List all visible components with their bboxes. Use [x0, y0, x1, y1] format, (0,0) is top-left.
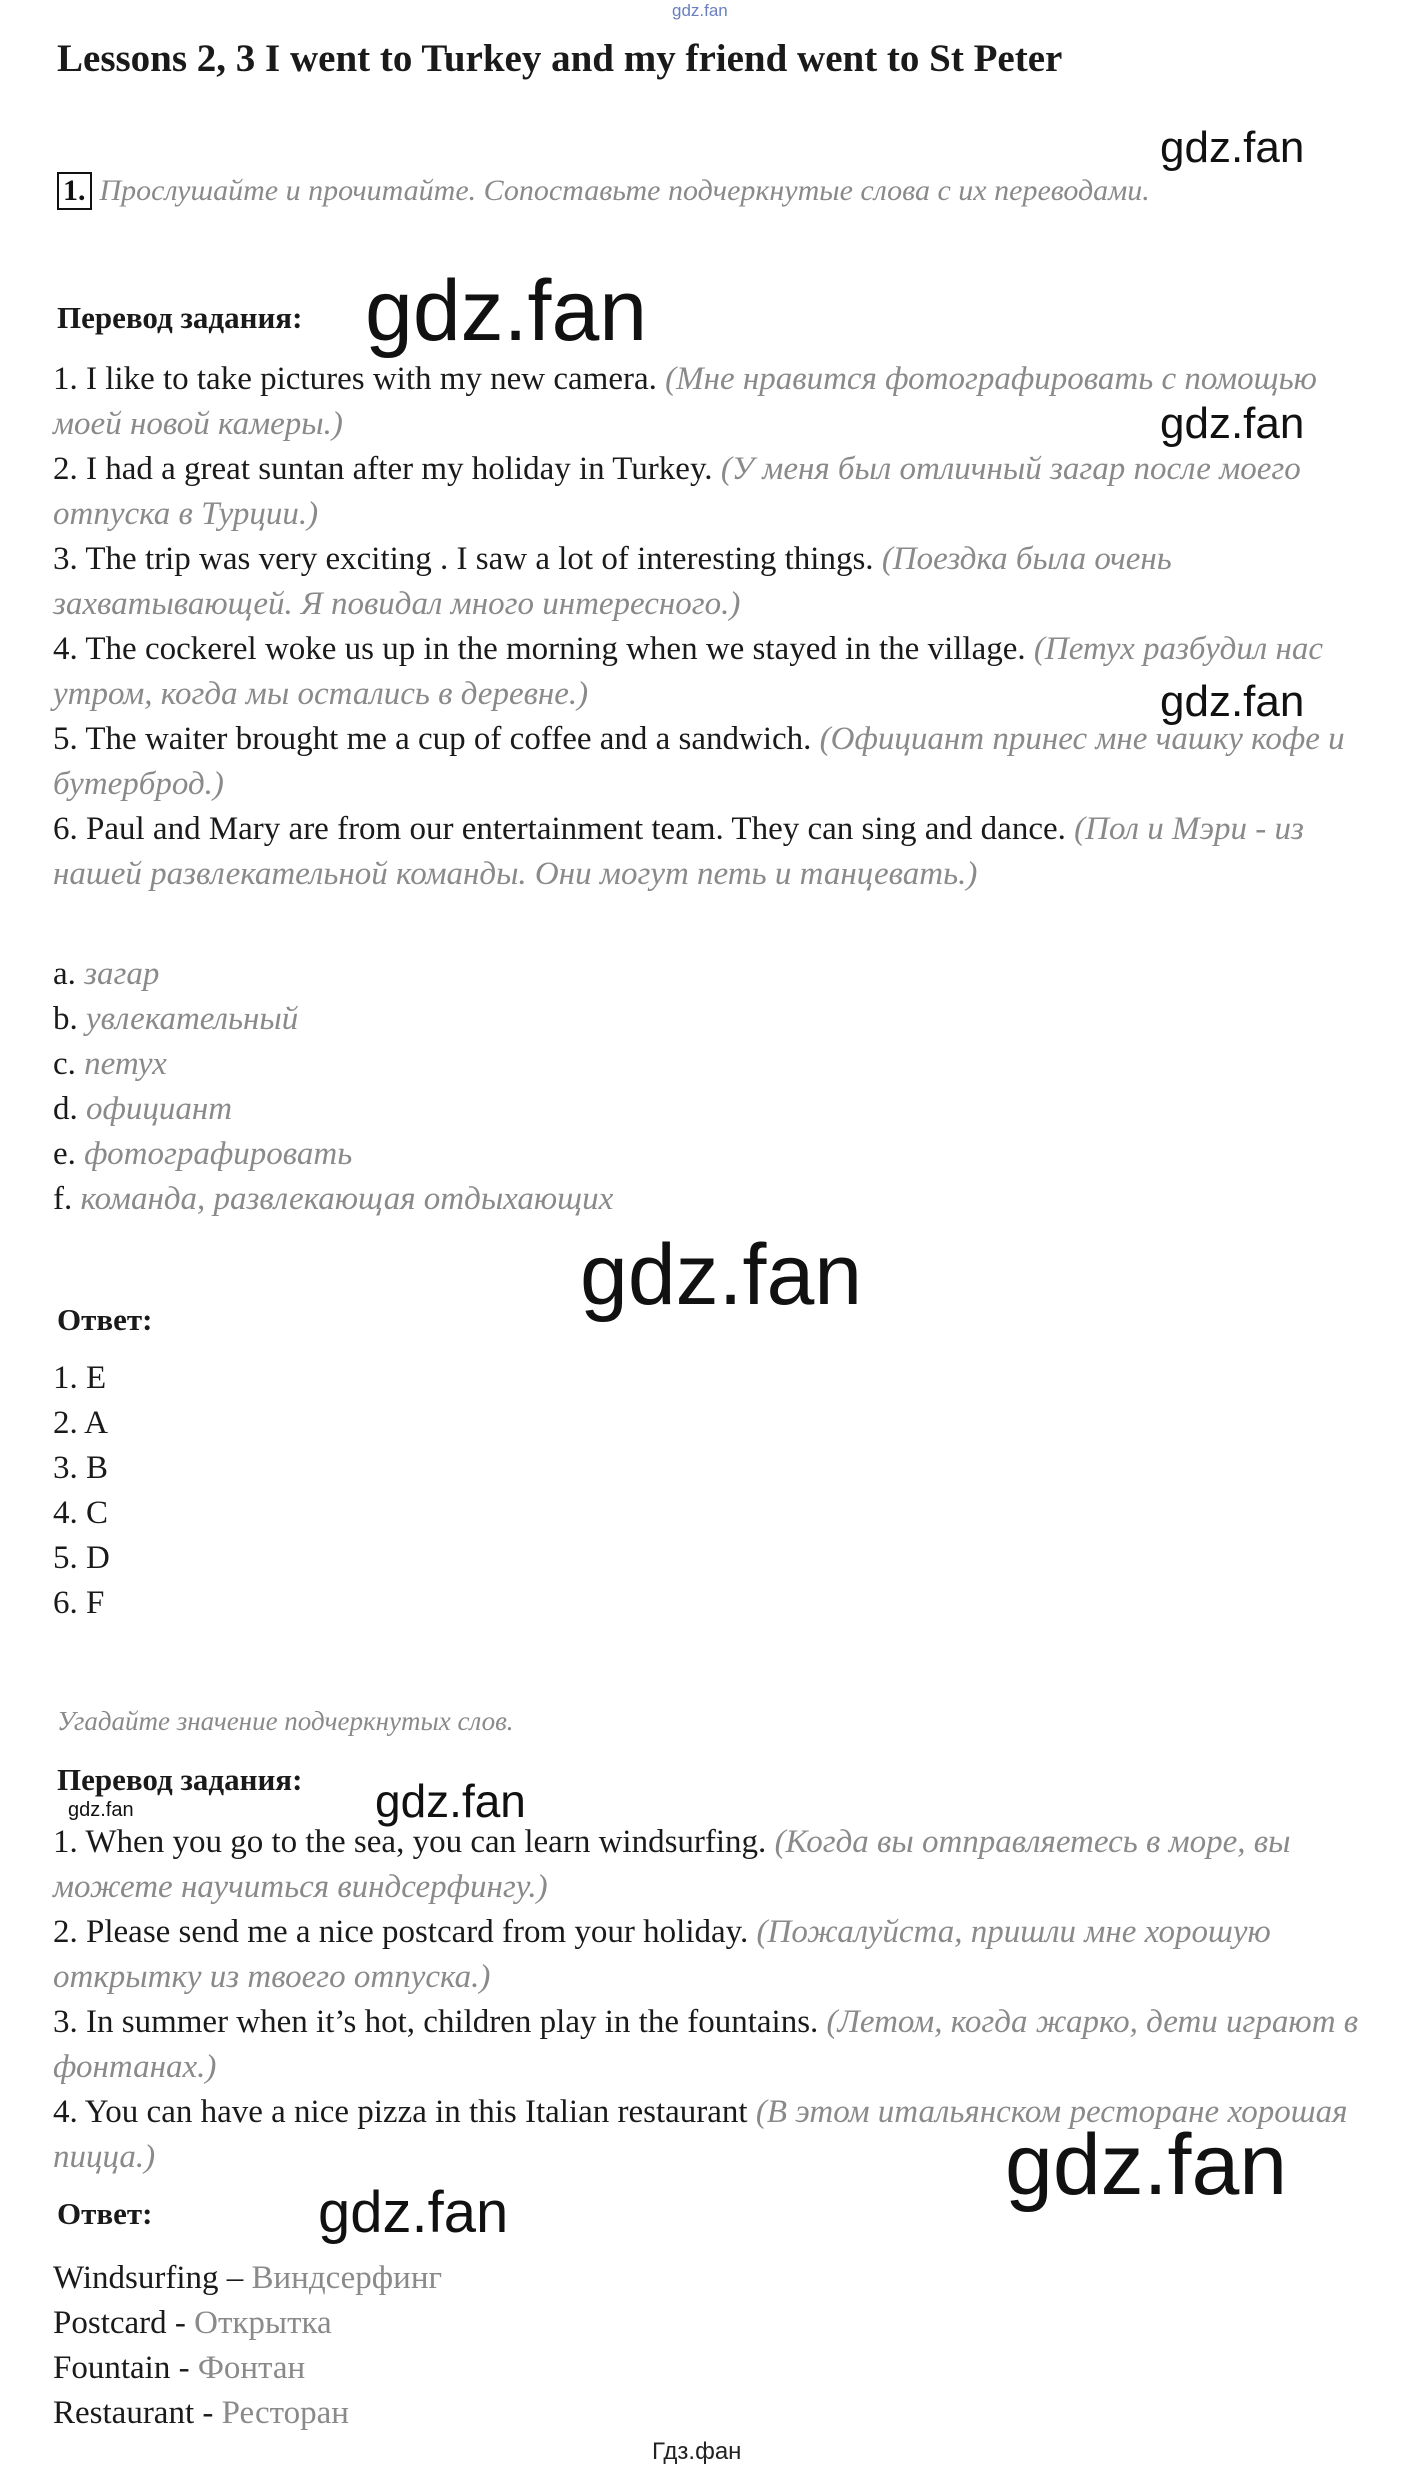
sentence: 1. When you go to the sea, you can learn windsurfing. (Когда вы отправляетесь в море, вы можете научиться виндсерфингу.) — [53, 1824, 1291, 1905]
exercise-2-instruction: Угадайте значение подчеркнутых слов. — [57, 1706, 514, 1736]
option: e. фотографировать — [53, 1136, 353, 1172]
options-list — [53, 952, 613, 1222]
sentence: 3. The trip was very exciting . I saw a lot of interesting things. (Поездка была очень захватывающей. Я повидал много интересного.) — [53, 541, 1172, 622]
answer-item: 3. B — [53, 1450, 109, 1486]
watermark: gdz.fan — [1005, 2117, 1288, 2213]
sentence: 1. I like to take pictures with my new camera. (Мне нравится фотографировать с помощью моей новой камеры.) — [53, 361, 1317, 442]
answer-item: 6. F — [53, 1585, 105, 1621]
answer-item: 4. C — [53, 1495, 109, 1531]
watermark: gdz.fan — [1160, 399, 1305, 448]
exercise-number: 1. — [57, 172, 92, 210]
sentence: 5. The waiter brought me a cup of coffee and a sandwich. (Официант принес мне чашку кофе и бутерброд.) — [53, 721, 1345, 802]
header-watermark: gdz.fan — [672, 1, 728, 20]
translation-heading-1: Перевод задания: — [57, 300, 303, 335]
answers-list-2 — [53, 2256, 442, 2436]
option: d. официант — [53, 1091, 233, 1127]
watermark: gdz.fan — [580, 1227, 863, 1323]
watermark: gdz.fan — [1160, 123, 1305, 172]
answers-list-1 — [53, 1356, 110, 1626]
answer-item: Postcard - Открытка — [53, 2305, 332, 2341]
answer-item: Windsurfing – Виндсерфинг — [53, 2260, 443, 2296]
answer-item: Fountain - Фонтан — [53, 2350, 306, 2386]
answer-item: Restaurant - Ресторан — [53, 2395, 349, 2431]
translation-heading-2: Перевод задания: — [57, 1762, 303, 1797]
watermark: gdz.fan — [1160, 677, 1305, 726]
option: f. команда, развлекающая отдыхающих — [53, 1181, 614, 1217]
answer-item: 1. E — [53, 1360, 107, 1396]
watermark: gdz.fan — [318, 2180, 509, 2245]
answer-heading-2: Ответ: — [57, 2196, 153, 2231]
sentence: 2. I had a great suntan after my holiday in Turkey. (У меня был отличный загар после моего отпуска в Турции.) — [53, 451, 1301, 532]
answer-heading-1: Ответ: — [57, 1302, 153, 1337]
page-footer: Гдз.фан — [652, 2438, 742, 2465]
sentence: 6. Paul and Mary are from our entertainment team. They can sing and dance. (Пол и Мэри - из нашей развлекательной команды. Они могут петь и танцевать.) — [53, 811, 1304, 892]
option: b. увлекательный — [53, 1001, 299, 1037]
watermark: gdz.fan — [365, 263, 648, 359]
sentence: 4. You can have a nice pizza in this Italian restaurant (В этом итальянском ресторане хорошая пицца.) — [53, 2094, 1348, 2175]
answer-item: 5. D — [53, 1540, 110, 1576]
option: c. петух — [53, 1046, 167, 1082]
answer-item: 2. A — [53, 1405, 109, 1441]
sentence: 3. In summer when it’s hot, children play in the fountains. (Летом, когда жарко, дети играют в фонтанах.) — [53, 2004, 1359, 2085]
exercise-1-instruction: 1. Прослушайте и прочитайте. Сопоставьте подчеркнутые слова с их переводами. — [57, 172, 1150, 210]
sentence: 2. Please send me a nice postcard from your holiday. (Пожалуйста, пришли мне хорошую открытку из твоего отпуска.) — [53, 1914, 1271, 1995]
sentence: 4. The cockerel woke us up in the morning when we stayed in the village. (Петух разбудил нас утром, когда мы остались в деревне.) — [53, 631, 1323, 712]
watermark: gdz.fan — [68, 1799, 134, 1821]
watermark: gdz.fan — [375, 1775, 526, 1827]
page-title: Lessons 2, 3 I went to Turkey and my friend went to St Peter — [57, 37, 1063, 80]
option: a. загар — [53, 956, 160, 992]
